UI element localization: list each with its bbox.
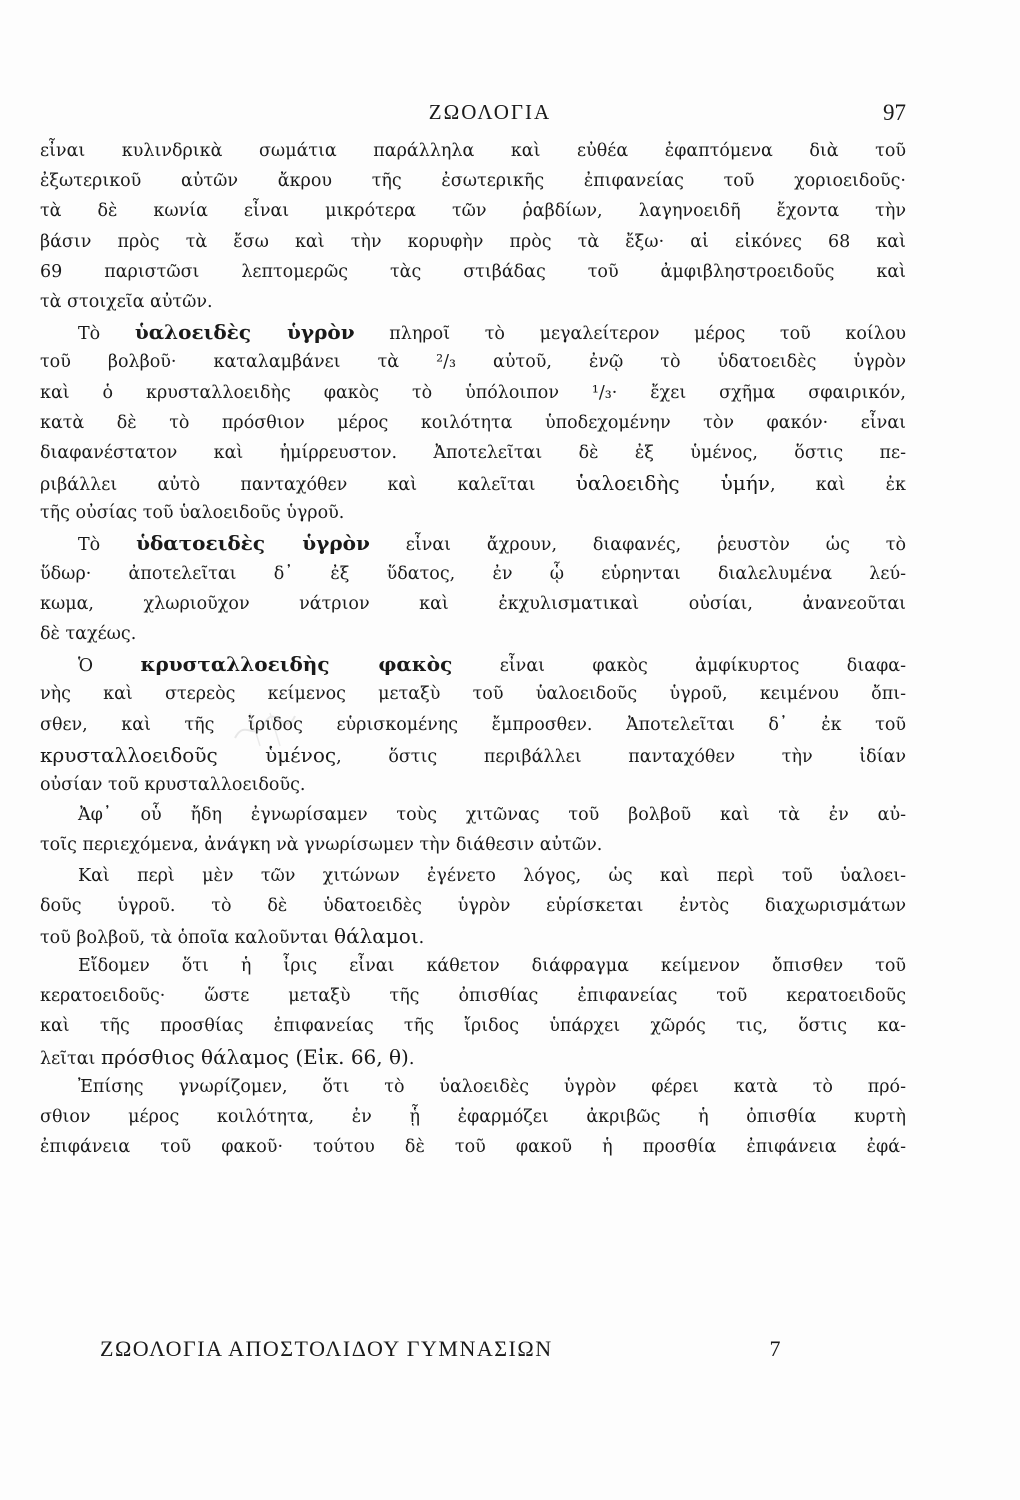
text-line: [40, 740, 906, 770]
text-run: Εἴδομεν ὅτι ἡ ἶρις εἶναι κάθετον διάφραγμα κείμενον ὄπισθεν τοῦ: [78, 956, 906, 977]
text-line: [40, 981, 906, 1011]
signature-footer: [0, 1336, 1020, 1372]
text-line: [40, 559, 906, 589]
text-line: [40, 136, 906, 166]
text-line: [40, 287, 906, 317]
text-line: [40, 408, 906, 438]
text-run: δοῦς ὑγροῦ. τὸ δὲ ὑδατοειδὲς ὑγρὸν εὑρίσκεται ἐντὸς διαχωρισμάτων: [40, 895, 906, 916]
text-run: .: [418, 927, 425, 948]
text-run: , καὶ ἐκ: [769, 475, 906, 496]
text-run: 69 παριστῶσι λεπτομερῶς τὰς στιβάδας τοῦ ἀμφιβληστροειδοῦς καὶ: [40, 261, 906, 282]
text-run: βάσιν πρὸς τὰ ἔσω καὶ τὴν κορυφὴν πρὸς τὰ ἔξω· αἱ εἰκόνες 68 καὶ: [40, 231, 906, 252]
text-line: [40, 196, 906, 226]
text-run: εἶναι ἄχρουν, διαφανές, ῥευστὸν ὡς τὸ: [369, 535, 906, 556]
text-run: , ὅστις περιβάλλει πανταχόθεν τὴν ἰδίαν: [336, 746, 906, 767]
text-line: [40, 528, 906, 558]
text-line: [40, 1132, 906, 1162]
emphasized-term: ὑαλοειδὴς ὑμήν: [575, 471, 770, 496]
text-run: τῆς οὐσίας τοῦ ὑαλοειδοῦς ὑγροῦ.: [40, 503, 345, 524]
text-line: [40, 921, 906, 951]
text-run: Ὁ: [78, 656, 141, 677]
text-line: [40, 770, 906, 800]
text-line: [40, 951, 906, 981]
bold-term: ὑδατοειδὲς ὑγρὸν: [136, 531, 370, 556]
signature-number: 7: [769, 1336, 781, 1361]
text-run: τὰ δὲ κωνία εἶναι μικρότερα τῶν ῥαβδίων, λαγηνοειδῆ ἔχοντα τὴν: [40, 201, 906, 222]
text-run: ἐπιφάνεια τοῦ φακοῦ· τούτου δὲ τοῦ φακοῦ ἡ προσθία ἐπιφάνεια ἐφά-: [40, 1137, 906, 1158]
emphasized-term: θάλαμοι: [334, 923, 419, 948]
text-run: κατὰ δὲ τὸ πρόσθιον μέρος κοιλότητα ὑποδεχομένην τὸν φακόν· εἶναι: [40, 412, 906, 433]
text-run: εἶναι κυλινδρικὰ σωμάτια παράλληλα καὶ εὐθέα ἐφαπτόμενα διὰ τοῦ: [40, 141, 906, 161]
text-run: οὐσίαν τοῦ κρυσταλλοειδοῦς.: [40, 774, 306, 795]
text-run: πληροῖ τὸ μεγαλείτερον μέρος τοῦ κοίλου: [354, 324, 906, 345]
text-run: Ἀφ᾽ οὗ ἤδη ἐγνωρίσαμεν τοὺς χιτῶνας τοῦ βολβοῦ καὶ τὰ ἐν αὐ-: [78, 805, 906, 826]
emphasized-term: κρυσταλλοειδοῦς ὑμένος: [40, 742, 337, 767]
text-run: εἶναι φακὸς ἀμφίκυρτος διαφα-: [452, 656, 906, 677]
text-line: [40, 800, 906, 830]
text-run: Τὸ: [78, 535, 137, 556]
text-line: [40, 227, 906, 257]
running-title: ΖΩΟΛΟΓΙΑ: [428, 100, 552, 124]
signature-title: ΖΩΟΛΟΓΙΑ ΑΠΟΣΤΟΛΙΔΟΥ ΓΥΜΝΑΣΙΩΝ: [100, 1336, 553, 1361]
text-line: [40, 679, 906, 709]
text-run: Καὶ περὶ μὲν τῶν χιτώνων ἐγένετο λόγος, ὡς καὶ περὶ τοῦ ὑαλοει-: [78, 865, 906, 886]
text-line: [40, 166, 906, 196]
text-run: ριβάλλει αὐτὸ πανταχόθεν καὶ καλεῖται: [40, 475, 576, 496]
text-line: [40, 861, 906, 891]
text-run: καὶ ὁ κρυσταλλοειδὴς φακὸς τὸ ὑπόλοιπον ¹/₃· ἔχει σχῆμα σφαιρικόν,: [40, 382, 906, 403]
text-run: δὲ ταχέως.: [40, 624, 137, 644]
text-line: [40, 891, 906, 921]
text-line: [40, 317, 906, 347]
text-run: τοῖς περιεχόμενα, ἀνάγκη νὰ γνωρίσωμεν τὴν διάθεσιν αὐτῶν.: [40, 835, 603, 856]
text-run: .: [408, 1048, 415, 1069]
text-line: [40, 257, 906, 287]
running-head: [0, 100, 1020, 130]
text-line: [40, 1042, 906, 1072]
text-line: [40, 1011, 906, 1041]
page-number: 97: [883, 100, 906, 125]
text-line: [40, 649, 906, 679]
text-line: [40, 710, 906, 740]
text-line: [40, 347, 906, 377]
text-run: κερατοειδοῦς· ὥστε μεταξὺ τῆς ὀπισθίας ἐπιφανείας τοῦ κερατοειδοῦς: [40, 986, 906, 1007]
text-line: [40, 438, 906, 468]
text-run: σθιον μέρος κοιλότητα, ἐν ᾗ ἐφαρμόζει ἀκριβῶς ἡ ὀπισθία κυρτὴ: [40, 1107, 906, 1127]
text-line: [40, 498, 906, 528]
text-run: σθεν, καὶ τῆς ἴριδος εὑρισκομένης ἔμπροσθεν. Ἀποτελεῖται δ᾽ ἐκ τοῦ: [40, 714, 906, 735]
faint-stamp-mark: [230, 708, 300, 748]
text-line: [40, 830, 906, 860]
emphasized-term: πρόσθιος θάλαμος (Εἰκ. 66, θ): [100, 1044, 409, 1069]
body-text: [40, 136, 906, 1162]
text-line: [40, 468, 906, 498]
text-run: Τὸ: [78, 324, 135, 345]
text-line: [40, 1072, 906, 1102]
bold-term: κρυσταλλοειδὴς φακὸς: [140, 652, 453, 677]
text-line: [40, 1102, 906, 1132]
text-run: Ἐπίσης γνωρίζομεν, ὅτι τὸ ὑαλοειδὲς ὑγρὸν φέρει κατὰ τὸ πρό-: [78, 1076, 906, 1097]
text-run: τοῦ βολβοῦ, τὰ ὁποῖα καλοῦνται: [40, 927, 335, 948]
text-run: ὕδωρ· ἀποτελεῖται δ᾽ ἐξ ὕδατος, ἐν ᾧ εὑρηνται διαλελυμένα λεύ-: [40, 563, 906, 584]
text-run: τοῦ βολβοῦ· καταλαμβάνει τὰ ²/₃ αὐτοῦ, ἐνῷ τὸ ὑδατοειδὲς ὑγρὸν: [40, 352, 906, 373]
text-line: [40, 619, 906, 649]
text-run: ἐξωτερικοῦ αὐτῶν ἄκρου τῆς ἐσωτερικῆς ἐπιφανείας τοῦ χοριοειδοῦς·: [40, 171, 906, 192]
text-line: [40, 378, 906, 408]
text-run: διαφανέστατον καὶ ἡμίρρευστον. Ἀποτελεῖται δὲ ἐξ ὑμένος, ὅστις πε-: [40, 442, 906, 463]
text-run: τὰ στοιχεῖα αὐτῶν.: [40, 291, 213, 312]
text-run: λεῖται: [40, 1048, 101, 1069]
text-line: [40, 589, 906, 619]
bold-term: ὑαλοειδὲς ὑγρὸν: [134, 320, 355, 345]
text-run: κωμα, χλωριοῦχον νάτριον καὶ ἐκχυλισματικαὶ οὐσίαι, ἀνανεοῦται: [40, 593, 906, 614]
text-run: νὴς καὶ στερεὸς κείμενος μεταξὺ τοῦ ὑαλοειδοῦς ὑγροῦ, κειμένου ὄπι-: [40, 684, 906, 705]
text-run: καὶ τῆς προσθίας ἐπιφανείας τῆς ἴριδος ὑπάρχει χῶρός τις, ὅστις κα-: [40, 1016, 906, 1037]
